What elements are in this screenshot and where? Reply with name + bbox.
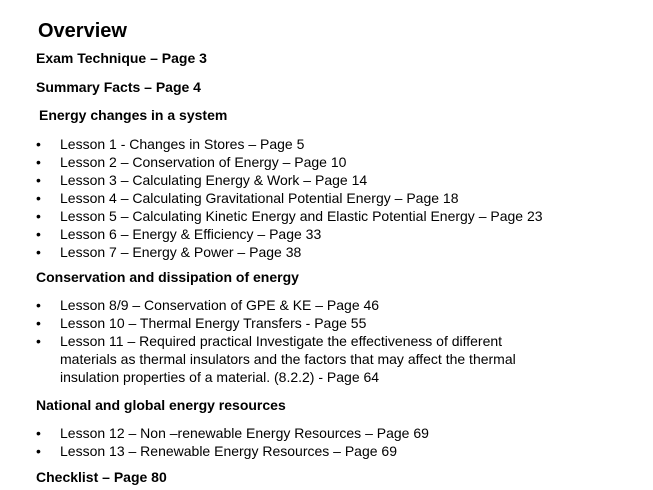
lesson-text: Lesson 7 – Energy & Power – Page 38 — [60, 244, 302, 260]
list-item — [0, 243, 543, 261]
bullet-icon: • — [36, 208, 41, 224]
lesson-text: Lesson 2 – Conservation of Energy – Page 10 — [60, 154, 347, 170]
bullet-icon: • — [36, 443, 41, 459]
lesson-text: Lesson 3 – Calculating Energy & Work – Page 14 — [60, 172, 368, 188]
national-global-list — [0, 424, 429, 460]
list-item — [0, 171, 543, 189]
list-item — [0, 225, 543, 243]
page-title: Overview — [38, 20, 127, 42]
energy-changes-list — [0, 135, 543, 261]
lesson-text: Lesson 12 – Non –renewable Energy Resources – Page 69 — [60, 425, 429, 441]
bullet-icon: • — [36, 136, 41, 152]
conservation-heading: Conservation and dissipation of energy — [36, 269, 299, 285]
bullet-icon: • — [36, 244, 41, 260]
bullet-icon: • — [36, 226, 41, 242]
bullet-icon: • — [36, 190, 41, 206]
bullet-icon: • — [36, 154, 41, 170]
list-item — [0, 189, 543, 207]
energy-changes-heading: Energy changes in a system — [39, 107, 228, 123]
exam-technique-heading: Exam Technique – Page 3 — [36, 50, 207, 66]
list-item — [0, 207, 543, 225]
list-item — [0, 314, 550, 332]
list-item — [0, 424, 429, 442]
summary-facts-heading: Summary Facts – Page 4 — [36, 79, 201, 95]
lesson-text: Lesson 8/9 – Conservation of GPE & KE – Page 46 — [60, 297, 380, 313]
lesson-text: Lesson 6 – Energy & Efficiency – Page 33 — [60, 226, 322, 242]
lesson-text: Lesson 13 – Renewable Energy Resources – Page 69 — [60, 443, 397, 459]
lesson-text: Lesson 4 – Calculating Gravitational Potential Energy – Page 18 — [60, 190, 459, 206]
lesson-text: Lesson 10 – Thermal Energy Transfers - Page 55 — [60, 315, 367, 331]
bullet-icon: • — [36, 425, 41, 441]
list-item — [0, 135, 543, 153]
bullet-icon: • — [36, 172, 41, 188]
conservation-list — [0, 296, 550, 386]
list-item — [0, 296, 550, 314]
national-global-heading: National and global energy resources — [36, 397, 286, 413]
lesson-text: Lesson 5 – Calculating Kinetic Energy and Elastic Potential Energy – Page 23 — [60, 208, 543, 224]
list-item — [0, 332, 550, 386]
bullet-icon: • — [36, 297, 41, 313]
bullet-icon: • — [36, 333, 41, 349]
lesson-text: Lesson 1 - Changes in Stores – Page 5 — [60, 136, 305, 152]
checklist-heading: Checklist – Page 80 — [36, 469, 167, 485]
lesson-text: Lesson 11 – Required practical Investigate the effectiveness of different materials as thermal insulators and the factors that may affect the thermal insulation properties of a material. (8.2.2) - Page 64 — [60, 333, 516, 385]
list-item — [0, 153, 543, 171]
list-item — [0, 442, 429, 460]
bullet-icon: • — [36, 315, 41, 331]
